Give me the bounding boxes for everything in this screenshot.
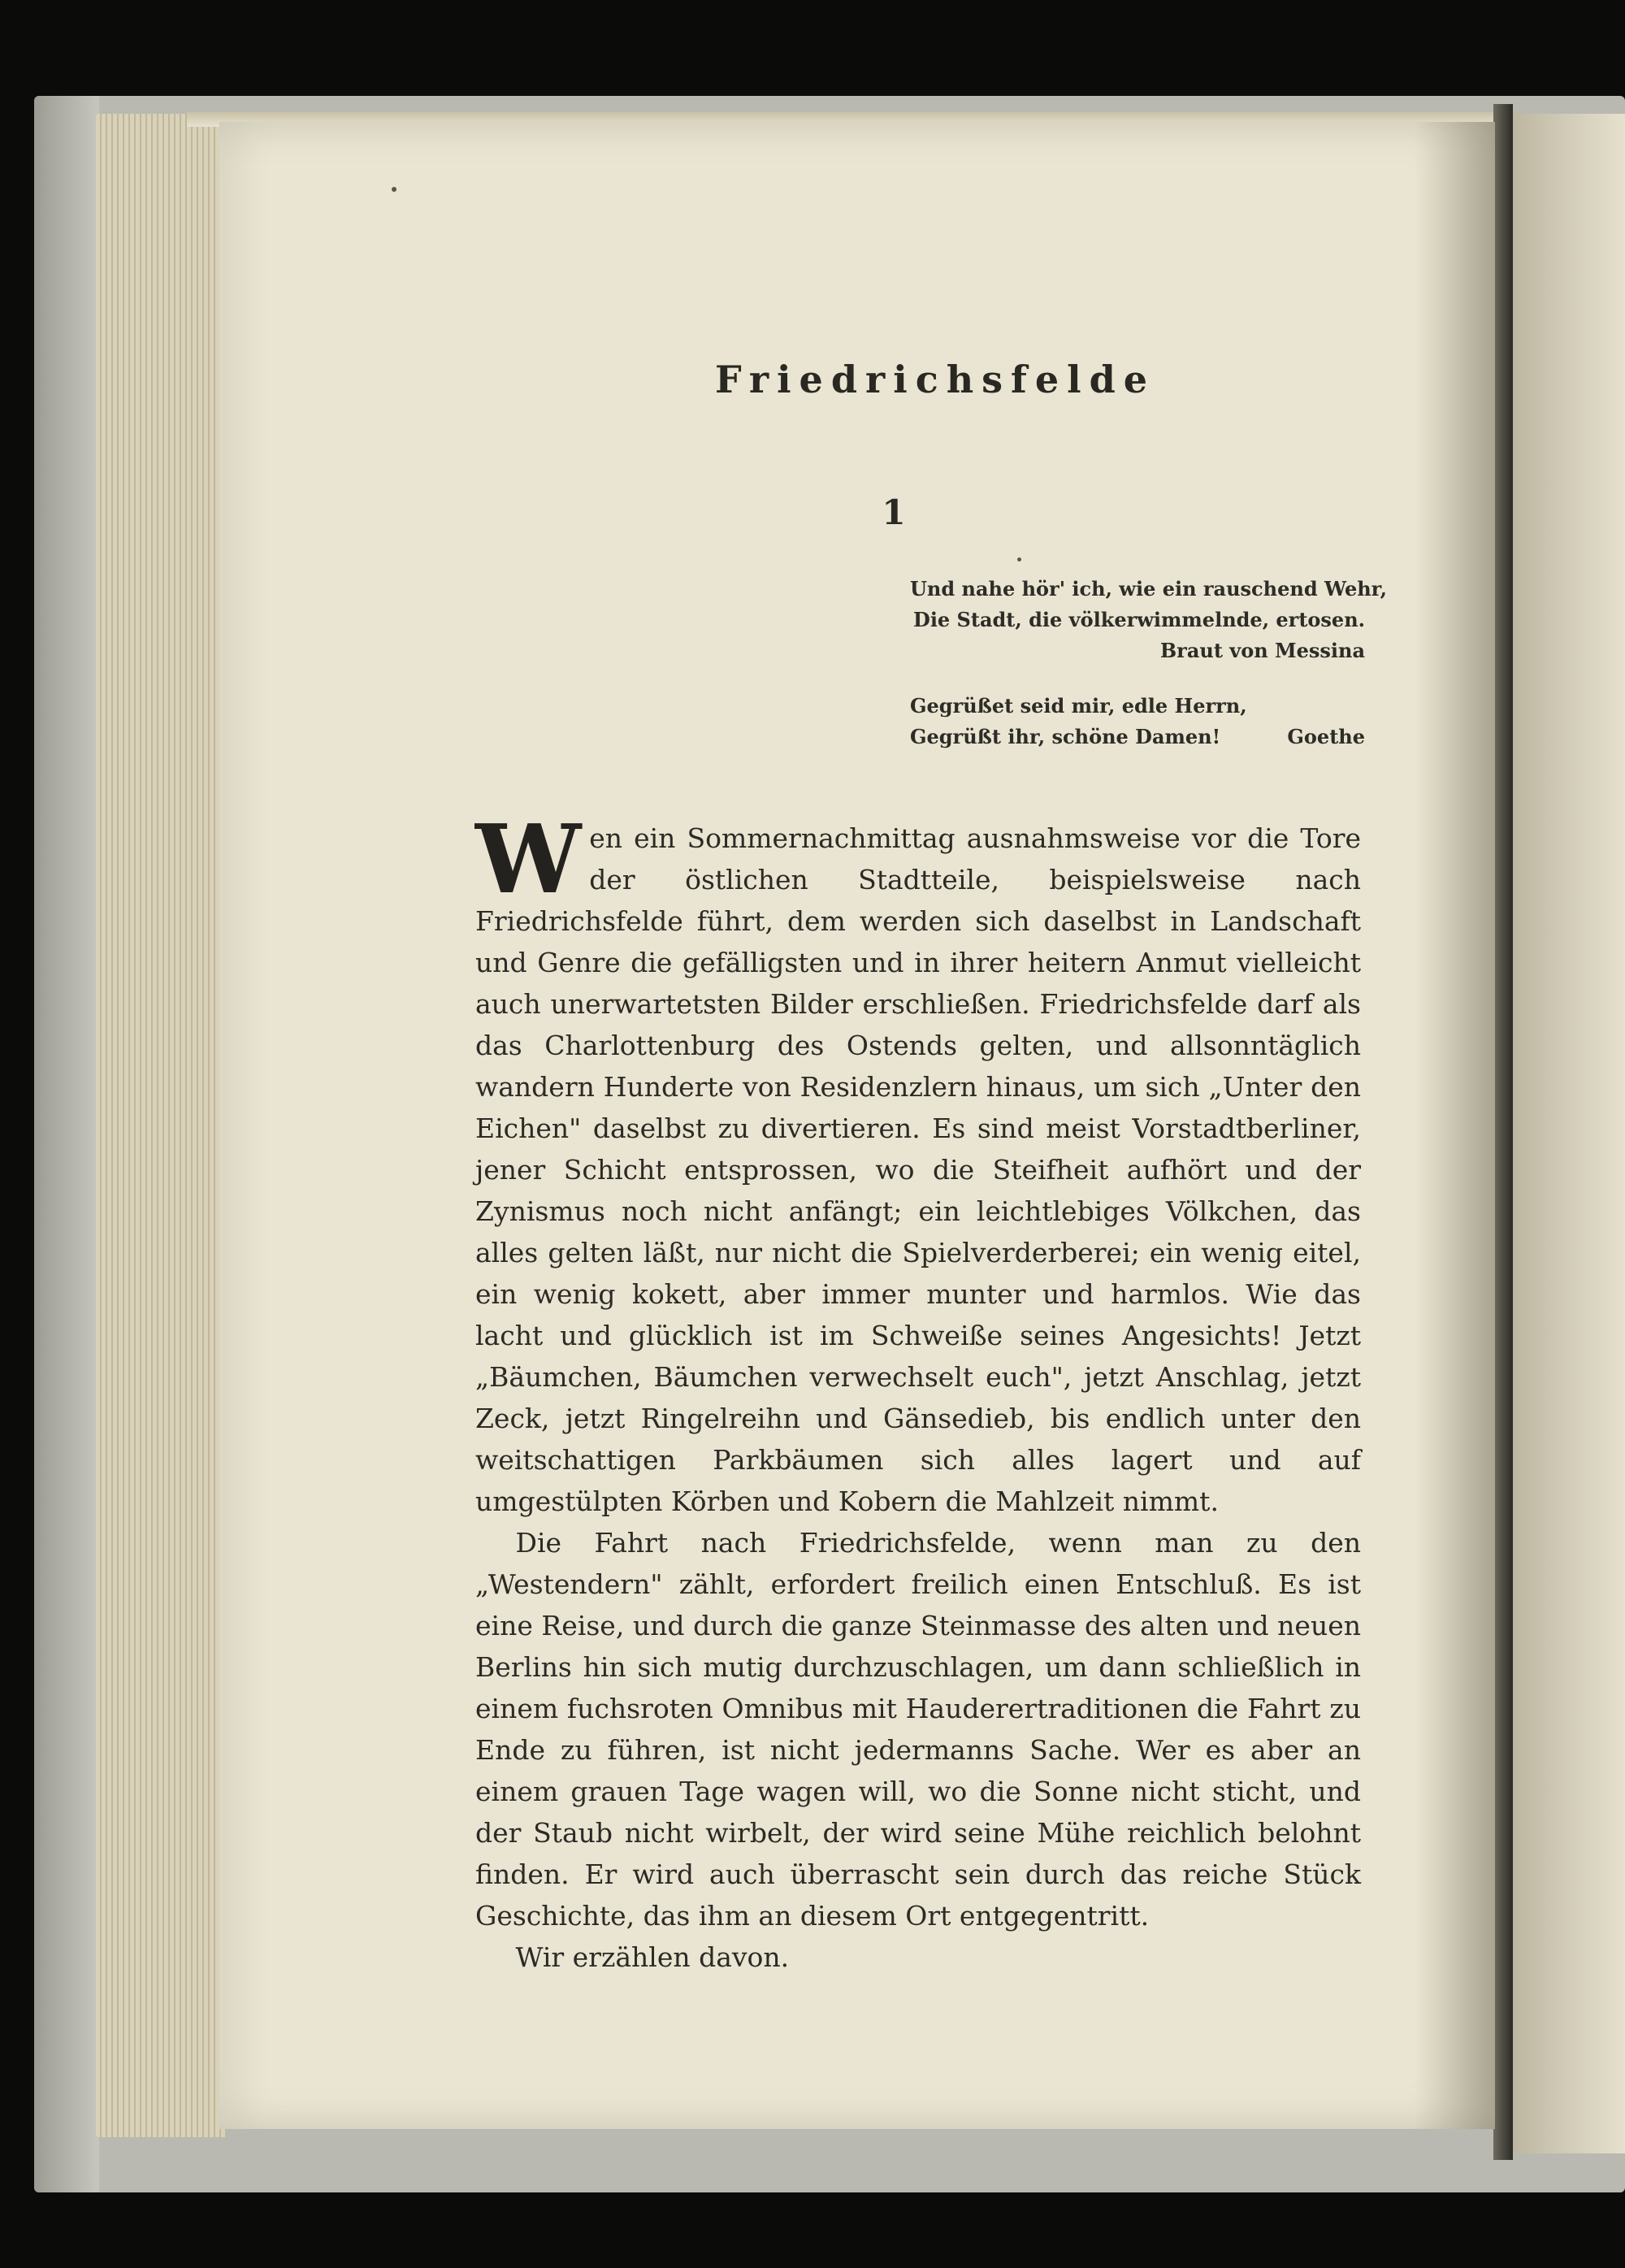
epigraph-source: Braut von Messina [1159, 639, 1365, 662]
page-gutter-shadow [1414, 122, 1495, 2129]
epigraph-line: Gegrüßet seid mir, edle Herrn, [910, 694, 1247, 718]
paragraph: Die Fahrt nach Friedrichsfelde, wenn man zu den „Westendern" zählt, erfordert freilich einen Entschluß. Es ist eine Reise, und durch die ganze Steinmasse des alten und neuen Berlins hin sich mutig durchzuschlagen, um dann schließlich in einem fuchsroten Omnibus mit Hauderertraditionen die Fahrt zu Ende zu führen, ist nicht jedermanns Sache. Wer es aber an einem grauen Tage wagen will, wo die Sonne nicht sticht, und der Staub nicht wirbelt, der wird seine Mühe reichlich belohnt finden. Er wird auch überrascht sein durch das reiche Stück Geschichte, das ihm an diesem Ort entgegentritt. [475, 1527, 1361, 1932]
epigraph-row [910, 691, 1365, 722]
paragraph [475, 804, 1361, 1522]
body-text [475, 804, 1361, 1978]
paragraph: Wir erzählen davon. [515, 1941, 790, 1973]
epigraph-line: Die Stadt, die völkerwimmelnde, ertosen. [913, 608, 1365, 631]
paragraph-text: en ein Sommernachmittag ausnahmsweise vor die Tore der östlichen Stadtteile, beispielsweise nach Friedrichsfelde führt, dem werden sich daselbst in Landschaft und Genre die gefälligsten und in ihrer heitern Anmut vielleicht auch unerwartetsten Bilder erschließen. Friedrichsfelde darf als das Charlottenburg des Ostends gelten, und allsonntäglich wandern Hunderte von Residenzlern hinaus, um sich „Unter den Eichen" daselbst zu divertieren. Es sind meist Vorstadtberliner, jener Schicht entsprossen, wo die Steifheit aufhört und der Zynismus noch nicht anfängt; ein leichtlebiges Völkchen, das alles gelten läßt, nur nicht die Spielverderberei; ein wenig eitel, ein wenig kokett, aber immer munter und harmlos. Wie das lacht und glücklich ist im Schweiße seines Angesichts! Jetzt „Bäumchen, Bäumchen verwechselt euch", jetzt Anschlag, jetzt Zeck, jetzt Ringelreihn und Gänsedieb, bis endlich unter den weitschattigen Parkbäumen sich alles lagert und auf umgestülpten Körben und Kobern die Mahlzeit nimmt. [475, 822, 1361, 1517]
book-binding [1493, 104, 1513, 2160]
drop-cap: W [475, 804, 582, 915]
chapter-title: Friedrichsfelde [715, 358, 1156, 401]
cover-edge-shadow [34, 96, 99, 2192]
paper-speck [392, 187, 396, 192]
epigraph-source: Goethe [1287, 725, 1365, 748]
page-edges-stack [96, 114, 226, 2137]
facing-page [1513, 114, 1625, 2153]
paper-speck [1017, 557, 1021, 562]
epigraph-2 [910, 691, 1365, 752]
epigraph-row [910, 722, 1365, 752]
epigraph-line: Und nahe hör' ich, wie ein rauschend Wehr, [910, 577, 1387, 601]
epigraph-1 [910, 574, 1387, 666]
section-number: 1 [882, 492, 906, 532]
epigraph-line: Gegrüßt ihr, schöne Damen! [910, 725, 1221, 748]
